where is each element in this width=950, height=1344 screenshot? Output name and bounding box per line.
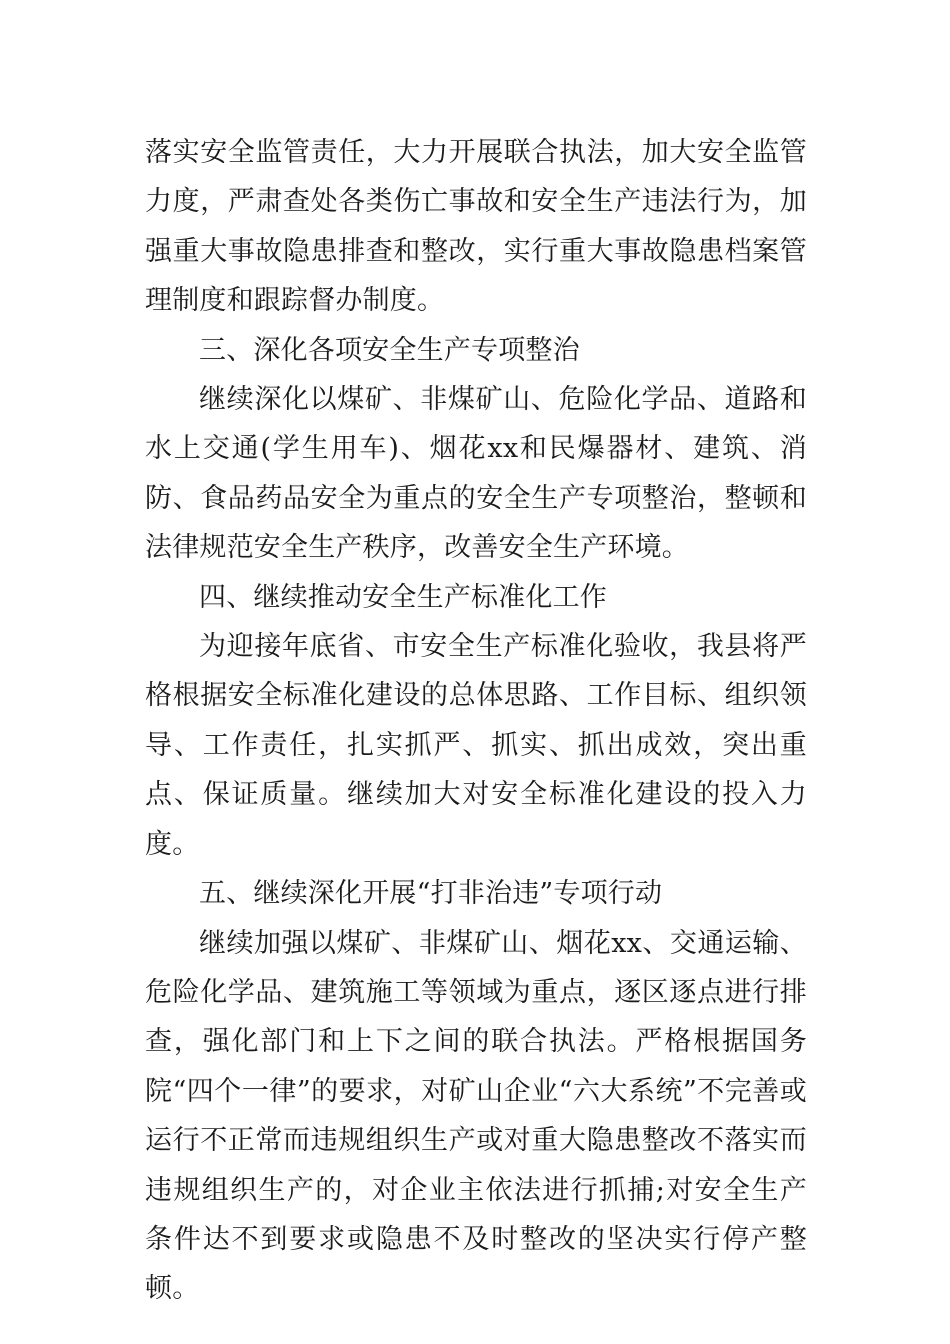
- paragraph-section-3: 继续深化以煤矿、非煤矿山、危险化学品、道路和水上交通(学生用车)、烟花xx和民爆器材、建筑、消防、食品药品安全为重点的安全生产专项整治，整顿和法律规范安全生产秩序，改善安全生产环境。: [145, 384, 807, 564]
- paragraph-continuation: 落实安全监管责任，大力开展联合执法，加大安全监管力度，严肃查处各类伤亡事故和安全生产违法行为，加强重大事故隐患排查和整改，实行重大事故隐患档案管理制度和跟踪督办制度。: [145, 137, 807, 317]
- paragraph-section-4: 为迎接年底省、市安全生产标准化验收，我县将严格根据安全标准化建设的总体思路、工作目标、组织领导、工作责任，扎实抓严、抓实、抓出成效，突出重点、保证质量。继续加大对安全标准化建设的投入力度。: [145, 631, 807, 860]
- section-heading-5: 五、继续深化开展“打非治违”专项行动: [199, 878, 663, 910]
- section-heading-3: 三、深化各项安全生产专项整治: [199, 334, 580, 366]
- paragraph-section-5: 继续加强以煤矿、非煤矿山、烟花xx、交通运输、危险化学品、建筑施工等领域为重点，逐区逐点进行排查，强化部门和上下之间的联合执法。严格根据国务院“四个一律”的要求，对矿山企业“六大系统”不完善或运行不正常而违规组织生产或对重大隐患整改不落实而违规组织生产的，对企业主依法进行抓捕;对安全生产条件达不到要求或隐患不及时整改的坚决实行停产整顿。: [145, 927, 807, 1305]
- document-body: [145, 128, 807, 1314]
- section-heading-4: 四、继续推动安全生产标准化工作: [199, 581, 607, 613]
